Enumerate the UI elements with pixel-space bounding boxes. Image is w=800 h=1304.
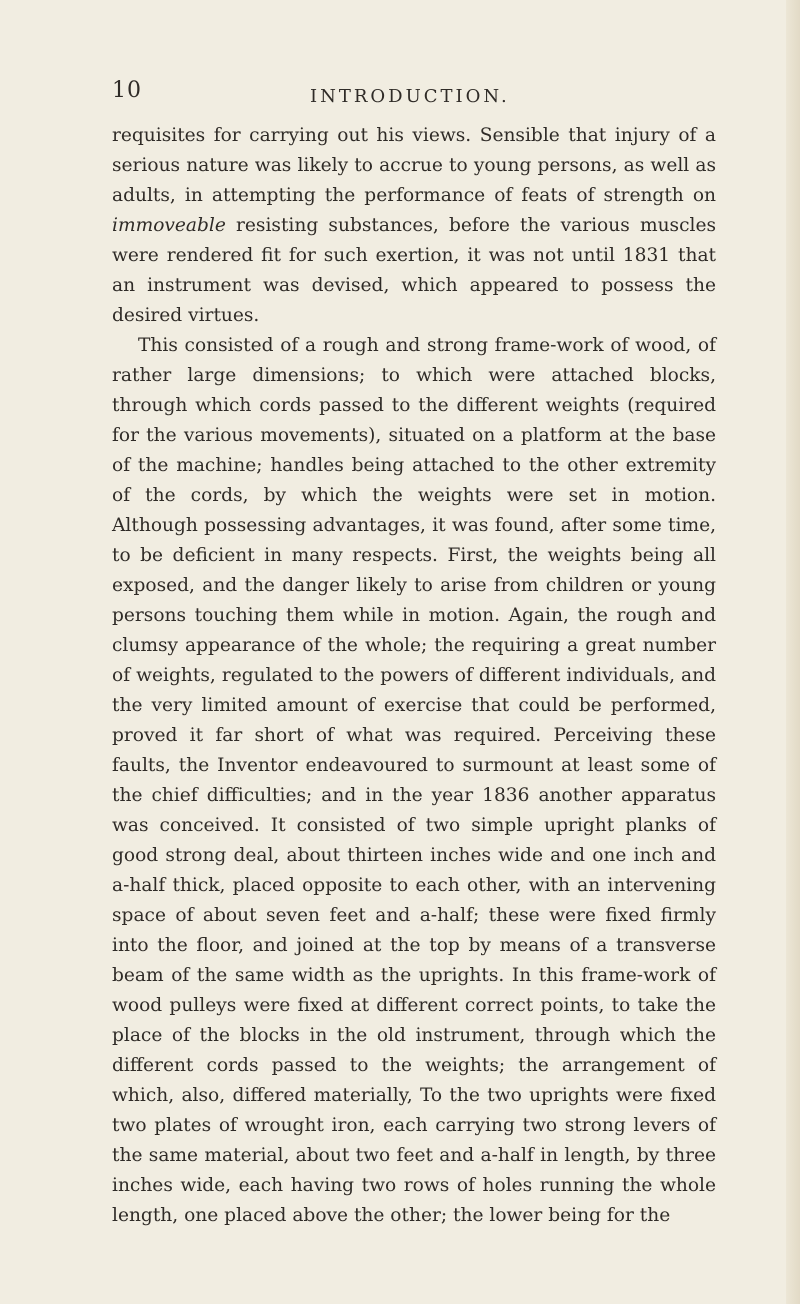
paragraph-2: This consisted of a rough and strong frame-work of wood, of rather large dimensions; to which were attached blocks, through which cords passed to the different weights (required for the various movements), situated on a platform at the base of the machine; handles being attached to the other extremity of the cords, by which the weights were set in motion. Although possessing advantages, it was found, after some time, to be deficient in many respects. First, the weights being all exposed, and the danger likely to arise from children or young persons touching them while in motion. Again, the rough and clumsy appearance of the whole; the requiring a great number of weights, regulated to the powers of different individuals, and the very limited amount of exercise that could be performed, proved it far short of what was required. Perceiving these faults, the Inventor endeavoured to surmount at least some of the chief difficulties; and in the year 1836 another apparatus was conceived. It consisted of two simple upright planks of good strong deal, about thirteen inches wide and one inch and a-half thick, placed opposite to each other, with an intervening space of about seven feet and a-half; these were fixed firmly into the floor, and joined at the top by means of a transverse beam of the same width as the uprights. In this frame-work of wood pulleys were fixed at different correct points, to take the place of the blocks in the old instrument, through which the different cords passed to the weights; the arrangement of which, also, differed materially, To the two uprights were fixed two plates of wrought iron, each carrying two strong levers of the same material, about two feet and a-half in length, by three inches wide, each having two rows of holes running the whole length, one placed above the other; the lower being for the bbox=[112, 335, 716, 1226]
page-edge bbox=[786, 0, 800, 1304]
paragraph-1-end: resisting substances, before the various muscles were rendered fit for such exertion, it was not until 1831 that an instrument was devised, which appeared to possess the desired virtues. bbox=[112, 215, 716, 326]
body-text bbox=[112, 121, 716, 1231]
running-head: INTRODUCTION. bbox=[310, 86, 510, 107]
paragraph-1-start: requisites for carrying out his views. Sensible that injury of a serious nature was likely to accrue to young persons, as well as adults, in attempting the performance of feats of strength on bbox=[112, 125, 716, 206]
page-number: 10 bbox=[112, 78, 142, 103]
paragraph-1 bbox=[112, 121, 716, 331]
italic-term: immoveable bbox=[112, 215, 226, 236]
